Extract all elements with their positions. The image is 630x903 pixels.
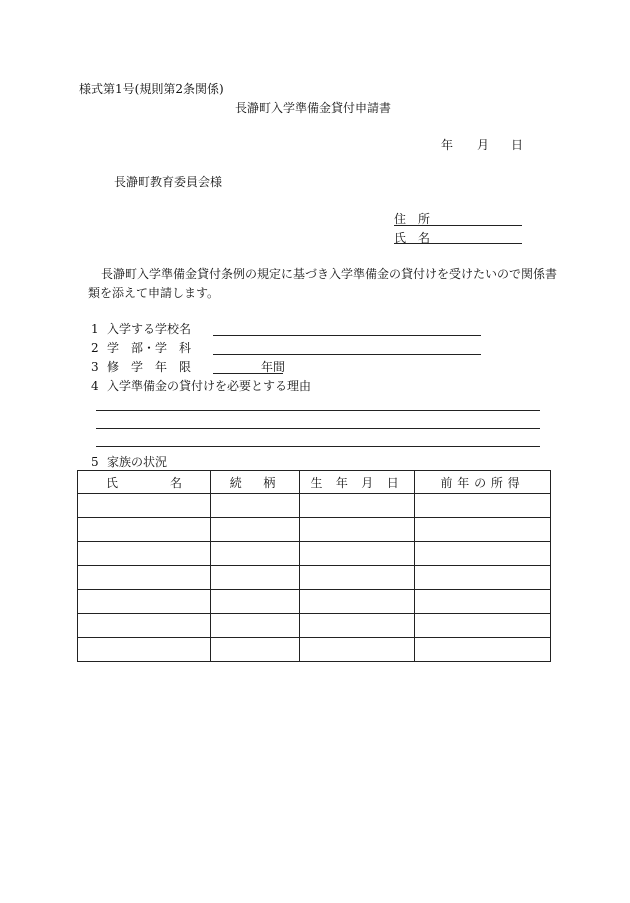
relationship-cell[interactable] [211,494,300,518]
income-cell[interactable] [415,518,551,542]
name-cell[interactable] [78,518,211,542]
table-row [78,494,551,518]
applicant-name-label: 氏 名 [394,231,431,245]
item-4-label: 入学準備金の貸付けを必要とする理由 [107,379,312,393]
header-birthdate: 生 年 月 日 [300,471,415,494]
body-text-line2: 類を添えて申請します。 [88,286,220,300]
date-day-label: 日 [511,138,524,152]
birthdate-cell[interactable] [300,518,415,542]
date-year-label: 年 [441,138,454,152]
table-row [78,590,551,614]
table-row [78,638,551,662]
income-cell[interactable] [415,638,551,662]
table-row [78,542,551,566]
body-text-line1: 長瀞町入学準備金貸付条例の規定に基づき入学準備金の貸付けを受けたいので関係書 [101,267,558,281]
birthdate-cell[interactable] [300,590,415,614]
table-row [78,566,551,590]
reason-line-2[interactable] [96,428,540,429]
name-cell[interactable] [78,494,211,518]
family-table-body [78,494,551,662]
relationship-cell[interactable] [211,614,300,638]
name-cell[interactable] [78,590,211,614]
income-cell[interactable] [415,566,551,590]
date-month-label: 月 [477,138,490,152]
reason-line-1[interactable] [96,410,540,411]
item-1-number: 1 [91,322,99,336]
income-cell[interactable] [415,542,551,566]
family-table-header-row [78,471,551,494]
name-cell[interactable] [78,566,211,590]
header-income: 前年の所得 [415,471,551,494]
study-years-suffix: 年間 [261,360,286,374]
school-name-field[interactable] [213,335,481,336]
birthdate-cell[interactable] [300,566,415,590]
header-relationship: 続 柄 [211,471,300,494]
item-4-number: 4 [91,379,99,393]
item-3-label: 修 学 年 限 [107,360,192,374]
addressee: 長瀞町教育委員会様 [114,175,223,189]
applicant-name-field[interactable] [394,243,522,244]
header-name: 氏名 [78,471,211,494]
relationship-cell[interactable] [211,638,300,662]
birthdate-cell[interactable] [300,638,415,662]
name-cell[interactable] [78,614,211,638]
item-3-number: 3 [91,360,99,374]
income-cell[interactable] [415,494,551,518]
name-cell[interactable] [78,542,211,566]
income-cell[interactable] [415,614,551,638]
applicant-address-field[interactable] [394,225,522,226]
income-cell[interactable] [415,590,551,614]
reason-line-3[interactable] [96,446,540,447]
item-2-number: 2 [91,341,99,355]
item-5-number: 5 [91,455,99,469]
birthdate-cell[interactable] [300,542,415,566]
relationship-cell[interactable] [211,518,300,542]
applicant-address-label: 住 所 [394,212,431,226]
item-2-label: 学 部・学 科 [107,341,192,355]
relationship-cell[interactable] [211,566,300,590]
name-cell[interactable] [78,638,211,662]
relationship-cell[interactable] [211,590,300,614]
table-row [78,614,551,638]
table-row [78,518,551,542]
faculty-field[interactable] [213,354,481,355]
birthdate-cell[interactable] [300,494,415,518]
birthdate-cell[interactable] [300,614,415,638]
relationship-cell[interactable] [211,542,300,566]
form-number: 様式第1号(規則第2条関係) [79,82,224,96]
item-1-label: 入学する学校名 [107,322,192,336]
family-status-table [77,470,551,662]
form-title: 長瀞町入学準備金貸付申請書 [235,101,392,115]
item-5-label: 家族の状況 [107,455,168,469]
